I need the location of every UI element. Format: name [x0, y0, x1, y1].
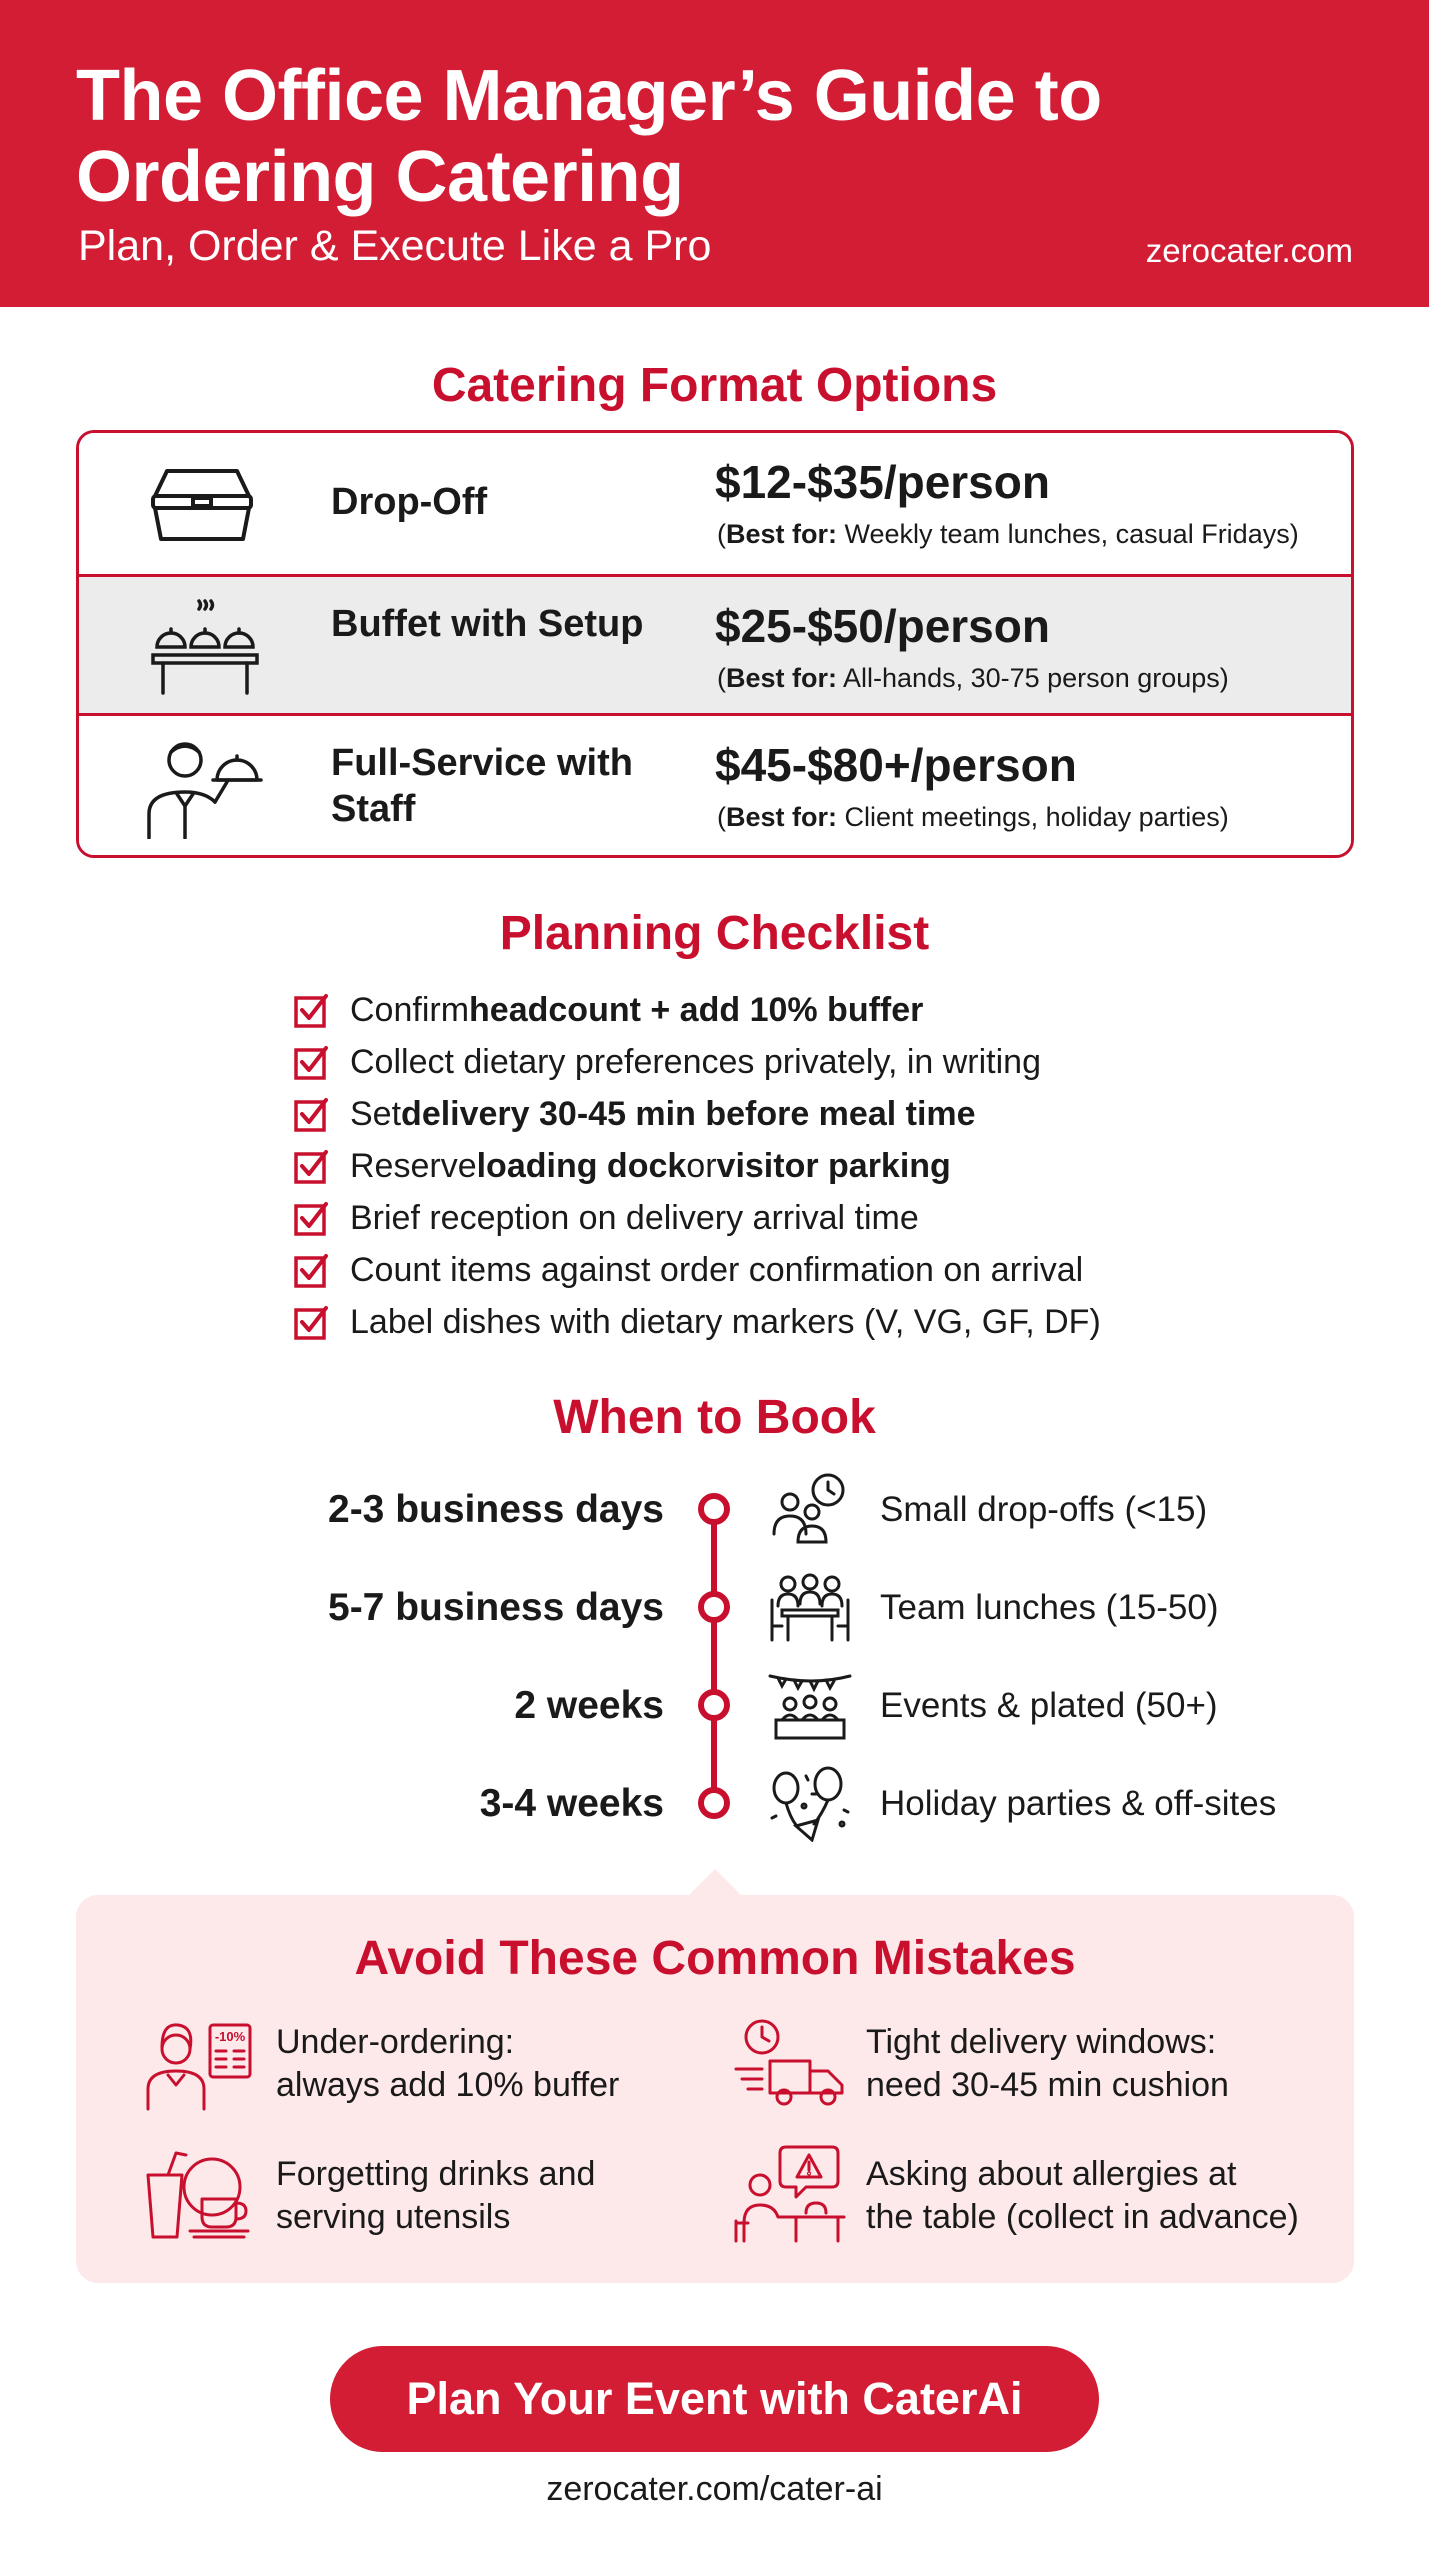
- checklist-item: Label dishes with dietary markers (V, VG, GF, DF): [294, 1296, 1194, 1348]
- format-name: Buffet with Setup: [331, 603, 644, 645]
- timeline-dot: [698, 1591, 730, 1623]
- format-price: $12-$35/person: [715, 456, 1050, 508]
- header-banner: [0, 0, 1429, 307]
- checklist-item: Brief reception on delivery arrival time: [294, 1192, 1194, 1244]
- timeline-row: [0, 1480, 1429, 1540]
- format-name: Full-Service with Staff: [331, 742, 633, 831]
- checkbox-checked-icon: [294, 992, 330, 1028]
- people-clock-icon: [766, 1472, 854, 1548]
- timeline-event-type: Events & plated (50+): [880, 1686, 1218, 1725]
- format-options-table: [76, 430, 1354, 858]
- banquet-icon: [766, 1668, 854, 1744]
- checklist-item: Count items against order confirmation on arrival: [294, 1244, 1194, 1296]
- checkbox-checked-icon: [294, 1044, 330, 1080]
- mistakes-panel: [76, 1895, 1354, 2283]
- panel-notch: [689, 1869, 741, 1895]
- timeline-lead-time: 2-3 business days: [328, 1488, 664, 1531]
- checkbox-checked-icon: [294, 1304, 330, 1340]
- checkbox-checked-icon: [294, 1252, 330, 1288]
- format-best-for: (Best for: All-hands, 30-75 person groups): [717, 663, 1229, 693]
- timeline-line: [711, 1510, 717, 1805]
- timeline-lead-time: 5-7 business days: [328, 1586, 664, 1629]
- timeline-dot: [698, 1493, 730, 1525]
- checklist-item: Collect dietary preferences privately, in writing: [294, 1036, 1194, 1088]
- waiter-cloche-icon: [127, 734, 277, 839]
- timeline-row: [0, 1676, 1429, 1736]
- format-row-drop-off: [79, 433, 1351, 574]
- mistake-item: [140, 2145, 740, 2255]
- format-price: $45-$80+/person: [715, 739, 1077, 791]
- drinks-utensils-icon: [140, 2145, 260, 2245]
- mistake-item: [140, 2013, 740, 2123]
- mistake-item: [730, 2013, 1330, 2123]
- cashier-icon: [140, 2013, 260, 2113]
- booking-heading: When to Book: [553, 1391, 876, 1444]
- mistakes-heading: Avoid These Common Mistakes: [354, 1932, 1076, 1985]
- format-best-for: (Best for: Weekly team lunches, casual Fridays): [717, 519, 1299, 549]
- checkbox-checked-icon: [294, 1200, 330, 1236]
- cta-url-link[interactable]: zerocater.com/cater-ai: [546, 2470, 883, 2508]
- format-row-full-service: [79, 716, 1351, 857]
- checkbox-checked-icon: [294, 1096, 330, 1132]
- format-name: Drop-Off: [331, 481, 488, 523]
- mistake-text: Forgetting drinks and serving utensils: [276, 2155, 596, 2236]
- format-row-buffet: [79, 574, 1351, 716]
- formats-heading: Catering Format Options: [431, 359, 998, 412]
- checkbox-checked-icon: [294, 1148, 330, 1184]
- mistake-text: Under-ordering: always add 10% buffer: [276, 2023, 620, 2104]
- format-best-for: (Best for: Client meetings, holiday parties): [717, 802, 1229, 832]
- mistake-text: Asking about allergies at the table (collect in advance): [866, 2155, 1299, 2236]
- timeline-lead-time: 2 weeks: [514, 1684, 664, 1727]
- checklist-item: Confirm headcount + add 10% buffer: [294, 984, 1194, 1036]
- page-title: The Office Manager’s Guide to Ordering Catering: [76, 56, 1102, 218]
- delivery-truck-icon: [730, 2013, 850, 2113]
- timeline-event-type: Holiday parties & off-sites: [880, 1784, 1277, 1823]
- checklist-item: Set delivery 30-45 min before meal time: [294, 1088, 1194, 1140]
- header-site-link[interactable]: zerocater.com: [1145, 232, 1353, 269]
- checklist-item: Reserve loading dock or visitor parking: [294, 1140, 1194, 1192]
- mistake-text: Tight delivery windows: need 30-45 min cushion: [866, 2023, 1229, 2104]
- team-table-icon: [766, 1570, 854, 1646]
- timeline-dot: [698, 1689, 730, 1721]
- timeline-event-type: Team lunches (15-50): [880, 1588, 1219, 1627]
- timeline-event-type: Small drop-offs (<15): [880, 1490, 1208, 1529]
- buffet-table-icon: [127, 595, 277, 700]
- mistake-item: [730, 2145, 1330, 2255]
- format-price: $25-$50/person: [715, 600, 1050, 652]
- timeline-dot: [698, 1787, 730, 1819]
- plan-event-cta-button[interactable]: Plan Your Event with CaterAi: [330, 2346, 1099, 2452]
- timeline-lead-time: 3-4 weeks: [479, 1782, 664, 1825]
- takeout-box-icon: [127, 451, 277, 556]
- page-subtitle: Plan, Order & Execute Like a Pro: [78, 222, 712, 270]
- allergy-warning-icon: [730, 2145, 850, 2245]
- timeline-row: [0, 1774, 1429, 1834]
- timeline-row: [0, 1578, 1429, 1638]
- planning-checklist: [294, 984, 1194, 1348]
- cashier-badge-text: -10%: [214, 2029, 246, 2044]
- balloons-icon: [766, 1766, 854, 1842]
- checklist-heading: Planning Checklist: [499, 907, 930, 960]
